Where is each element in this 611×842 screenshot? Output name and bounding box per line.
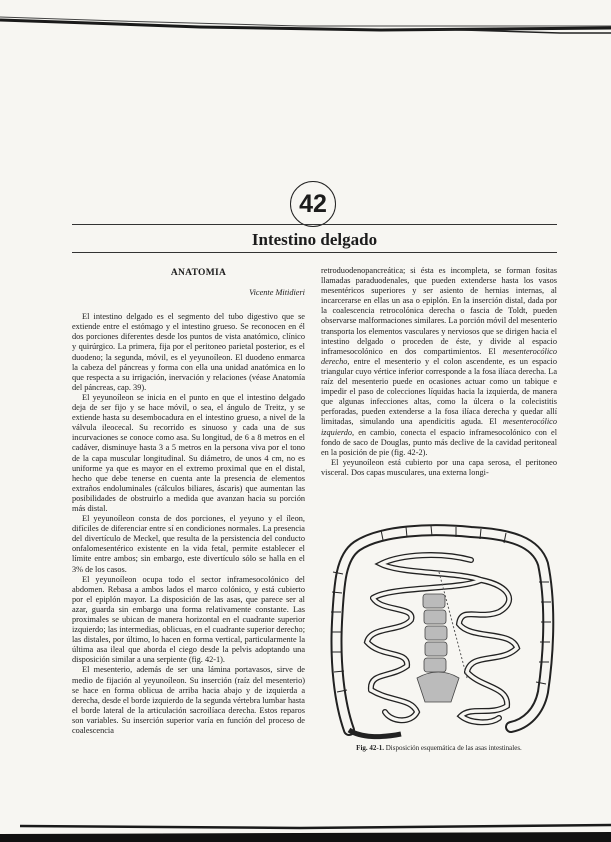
figure-caption: Fig. 42-1. Disposición esquemática de las asas intestinales. [356,744,522,752]
title-rule-bottom [72,252,557,253]
section-heading: ANATOMIA [170,268,227,278]
paragraph: El yeyunoíleon ocupa todo el sector inframesocolónico del abdomen. Rebasa a ambos lados el marco colónico, y está cubierto por el epiplón mayor. La disposición de las asas, que parece ser al azar, guarda sin embargo una forma relativamente constante. Las proximales se ubican de manera horizontal en el cuadrante superior izquierdo; las intermedias, oblicuas, en el cuadrante superior derecho; las distales, por último, lo hacen en forma vertical, particularmente la última asa ileal que aborda el ciego desde la pelvis adoptando una disposición similar a una serpiente (fig. 42-1). [72,574,305,665]
scan-edge-bottom [0,812,611,842]
paragraph: El intestino delgado es el segmento del tubo digestivo que se extiende entre el estómago y el intestino grueso. Se reconocen en él dos porciones diferentes desde los puntos de vista anatómico, clínico y quirúrgico. La primera, fija por el peritoneo parietal posterior, es el duodeno; la segunda, móvil, es el yeyunoíleon. El duodeno enmarca la cabeza del páncreas y forma con ella una unidad anatómica en lo que respecta a su irrigación, inervación y relaciones (véase Anatomía del páncreas, cap. 39). [72,312,305,392]
term-mesenterocolico-izquierdo: mesenterocólico izquierdo [321,417,557,437]
term-mesenterocolico-derecho: mesenterocólico derecho [321,346,557,366]
paragraph: El yeyunoíleon consta de dos porciones, el yeyuno y el íleon, difíciles de diferenciar entre sí en condiciones normales. La presencia del divertículo de Meckel, que resulta de la persistencia del conducto onfalomesentérico existente en la vida fetal, permite establecer el límite entre ambos; sin embargo, este divertículo sólo se halla en el 3% de los casos. [72,514,305,574]
paragraph: El yeyunoíleon se inicia en el punto en que el intestino delgado deja de ser fijo y se hace móvil, o sea, el ángulo de Treitz, y se extiende hasta su desembocadura en el intestino grueso, a nivel de la válvula ileocecal. Su recorrido es sinuoso y cada una de sus incurvaciones se conoce como asa. Su longitud, de 6 a 8 metros en el cadáver, disminuye hasta 3 a 5 metros en la persona viva por el tono de la capa muscular longitudinal. Su diámetro, de unos 4 cm, no es uniforme ya que es mayor en el extremo proximal que en el distal, hecho que debe tenerse en cuenta ante la presencia de elementos extraños endoluminales (cálculos biliares, áscaris) que aumentan las posibilidades de obstruirlo a medida que avanzan hacia su porción más distal. [72,392,305,513]
paragraph: El mesenterio, además de ser una lámina portavasos, sirve de medio de fijación al yeyunoíleon. Su inserción (raíz del mesenterio) se hace en forma oblicua de arriba hacia abajo y de izquierda a derecha, desde el borde izquierdo de la segunda vértebra lumbar hasta el borde lateral de la articulación sacroilíaca derecha. Estos reparos son variables. Su inserción superior varía en función del proceso de coalescencia [72,665,305,736]
left-column [72,268,305,736]
chapter-number-badge: 42 [290,181,336,227]
title-rule-top [72,224,557,225]
paragraph: El yeyunoíleon está cubierto por una capa serosa, el peritoneo visceral. Dos capas musculares, una externa longi- [321,457,557,477]
paragraph: retroduodenopancreática; si ésta es incompleta, se forman fositas llamadas paraduodenales, que pueden extenderse hasta los vasos mesentéricos superiores y ser asiento de hernias internas, al incarcerarse en ellas un asa o epiplón. En la inserción distal, dada por la coalescencia retrocolónica derecha o fascia de Toldt, pueden observarse malformaciones similares. La porción móvil del mesenterio transporta los elementos vasculares y nerviosos que se dirigen hacia el intestino delgado o proceden de éste, y divide al espacio inframesocolónico en dos compartimientos. El mesenterocólico derecho, entre el mesenterio y el colon ascendente, es un espacio triangular cuyo vértice inferior corresponde a la fosa ilíaca derecha. La raíz del mesenterio puede en ocasiones actuar como un tabique e impedir el paso de colecciones líquidas hacia la izquierda, de manera que algunas infecciones altas, como la úlcera o la colecistitis perforadas, pueden extenderse a la fosa ilíaca derecha y quedar allí limitadas, simulando una apendicitis aguda. El mesenterocólico izquierdo, en cambio, conecta el espacio inframesocolónico con el fondo de saco de Douglas, punto más declive de la cavidad peritoneal en la posición de pie (fig. 42-2). [321,266,557,457]
right-column [321,266,557,478]
chapter-title: Intestino delgado [251,230,378,249]
section-author: Vicente Mitidieri [249,288,305,298]
intestine-illustration [321,502,557,742]
scan-edge-top [0,0,611,40]
intestinal-loops-figure [321,502,557,742]
